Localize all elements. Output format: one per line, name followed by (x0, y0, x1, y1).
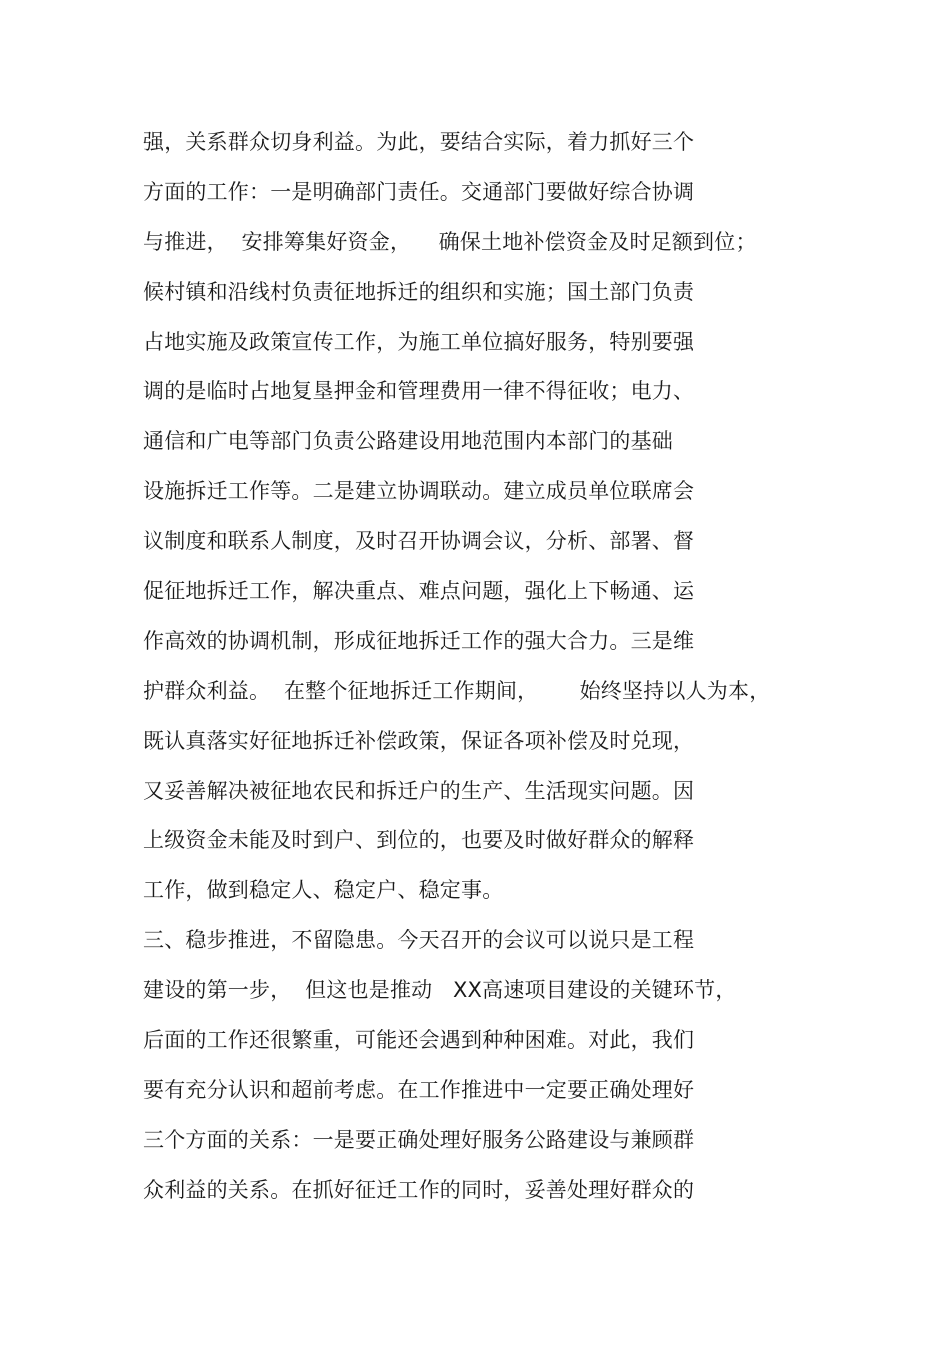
text-line: 后面的工作还很繁重，可能还会遇到种种困难。对此，我们 (143, 1028, 695, 1053)
text-line: 工作，做到稳定人、稳定户、稳定事。 (143, 878, 504, 903)
body-text (143, 118, 803, 1216)
text-line: 建设的第一步， 但这也是推动 XX高速项目建设的关键环节， (143, 978, 737, 1003)
text-line: 通信和广电等部门负责公路建设用地范围内本部门的基础 (143, 429, 673, 454)
text-line: 促征地拆迁工作，解决重点、难点问题，强化上下畅通、运 (143, 579, 695, 604)
section-heading-line: 三、稳步推进，不留隐患。今天召开的会议可以说只是工程 (143, 928, 695, 953)
text-line: 强，关系群众切身利益。为此，要结合实际，着力抓好三个 (143, 130, 695, 154)
text-line: 候村镇和沿线村负责征地拆迁的组织和实施；国土部门负责 (143, 279, 695, 304)
text-line: 作高效的协调机制，形成征地拆迁工作的强大合力。三是维 (143, 628, 695, 653)
text-line: 与推进， 安排筹集好资金， 确保土地补偿资金及时足额到位； (143, 229, 757, 254)
text-line: 要有充分认识和超前考虑。在工作推进中一定要正确处理好 (143, 1077, 695, 1102)
text-line: 既认真落实好征地拆迁补偿政策，保证各项补偿及时兑现， (143, 728, 695, 753)
text-line: 又妥善解决被征地农民和拆迁户的生产、生活现实问题。因 (143, 778, 695, 803)
text-line: 护群众利益。 在整个征地拆迁工作期间， 始终坚持以人为本， (143, 678, 771, 703)
text-line: 调的是临时占地复垦押金和管理费用一律不得征收；电力、 (143, 379, 695, 404)
text-line: 众利益的关系。在抓好征迁工作的同时，妥善处理好群众的 (143, 1177, 695, 1202)
text-line: 设施拆迁工作等。二是建立协调联动。建立成员单位联席会 (143, 479, 695, 504)
text-line: 方面的工作：一是明确部门责任。交通部门要做好综合协调 (143, 179, 695, 204)
text-line: 上级资金未能及时到户、到位的，也要及时做好群众的解释 (143, 828, 695, 853)
text-line: 议制度和联系人制度，及时召开协调会议，分析、部署、督 (143, 529, 695, 554)
text-line: 占地实施及政策宣传工作，为施工单位搞好服务，特别要强 (143, 329, 695, 354)
text-line: 三个方面的关系：一是要正确处理好服务公路建设与兼顾群 (143, 1127, 695, 1152)
